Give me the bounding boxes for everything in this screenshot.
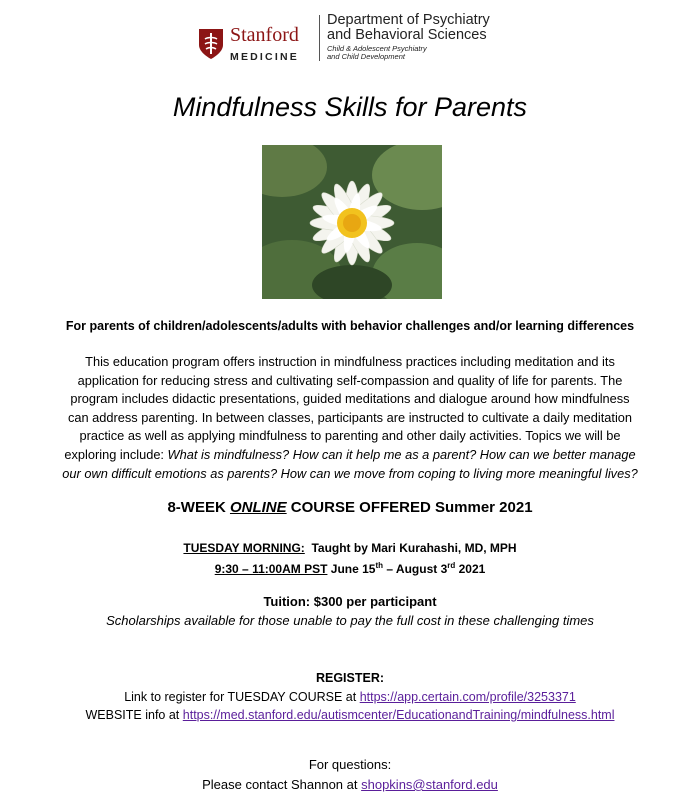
dept-line-2: and Behavioral Sciences xyxy=(327,27,487,43)
schedule-line-2 xyxy=(0,557,700,578)
wordmark-medicine: MEDICINE xyxy=(230,51,299,63)
stanford-shield-logo-icon xyxy=(197,27,225,61)
schedule-line-1 xyxy=(0,540,700,557)
stanford-wordmark xyxy=(230,25,299,67)
schedule-day: TUESDAY MORNING: xyxy=(183,541,305,555)
page-title: Mindfulness Skills for Parents xyxy=(172,92,528,122)
schedule-teacher: Taught by Mari Kurahashi, MD, MPH xyxy=(304,541,517,555)
schedule-date-start: June 15 xyxy=(327,562,376,576)
register-link[interactable]: https://app.certain.com/profile/3253371 xyxy=(359,690,576,704)
schedule xyxy=(0,540,700,578)
register-link-prefix: Link to register for TUESDAY COURSE at xyxy=(124,690,360,704)
register-link-line xyxy=(0,688,700,706)
description-line: application for reducing stress and cultivating self-compassion and quality of life for parents. The xyxy=(77,372,623,388)
course-prefix: 8-WEEK xyxy=(167,499,230,516)
course-online: ONLINE xyxy=(229,499,287,516)
date-end-suffix: rd xyxy=(447,561,456,570)
water-lily-photo xyxy=(262,145,442,299)
stanford-medicine-header xyxy=(197,13,517,63)
schedule-time: 9:30 – 11:00AM PST xyxy=(214,562,328,576)
date-start-suffix: th xyxy=(375,561,384,570)
description-line: This education program offers instruction in mindfulness practices including meditation and its xyxy=(85,354,615,369)
topics-questions: What is mindfulness? How can it help me as a parent? How can we better manage xyxy=(167,446,636,462)
questions-heading: For questions: xyxy=(308,757,392,772)
course-offered-heading xyxy=(0,499,700,516)
dept-line-4: and Child Development xyxy=(327,52,405,61)
schedule-year: 2021 xyxy=(455,562,486,576)
scholarship-note: Scholarships available for those unable to pay the full cost in these challenging times xyxy=(106,613,594,628)
website-line xyxy=(0,706,700,724)
register-info xyxy=(0,688,700,724)
dept-line-3: Child & Adolescent Psychiatry xyxy=(327,44,427,53)
schedule-date-mid: – August 3 xyxy=(383,562,448,576)
department-name xyxy=(327,13,490,61)
audience-statement: For parents of children/adolescents/adults with behavior challenges and/or learning differences xyxy=(65,319,635,333)
description-line xyxy=(0,465,700,484)
description-line: program includes didactic presentations, guided meditations and dialogue around how mindfulness xyxy=(70,391,630,407)
register-heading: REGISTER: xyxy=(315,671,385,685)
topics-questions-cont: our own difficult emotions as parents? How can we move from coping to living more meaningful lives? xyxy=(62,465,638,481)
contact-line xyxy=(0,777,700,792)
header-divider xyxy=(319,15,320,61)
contact-email-link[interactable]: shopkins@stanford.edu xyxy=(361,777,498,792)
description-line xyxy=(0,446,700,465)
course-suffix: COURSE OFFERED Summer 2021 xyxy=(286,499,533,516)
description-line: practice as well as applying mindfulness to parenting and other daily activities. Topics we will be xyxy=(79,428,621,444)
wordmark-stanford: Stanford xyxy=(230,24,299,46)
contact-prefix: Please contact Shannon at xyxy=(202,777,362,792)
program-description xyxy=(0,353,700,483)
description-line: can address parenting. In between classes, participants are instructed to cultivate a daily meditation xyxy=(67,409,633,425)
website-link[interactable]: https://med.stanford.edu/autismcenter/EducationandTraining/mindfulness.html xyxy=(182,708,615,722)
topics-prefix: exploring include: xyxy=(64,446,168,462)
tuition: Tuition: $300 per participant xyxy=(263,594,437,609)
website-prefix: WEBSITE info at xyxy=(85,708,183,722)
dept-line-1: Department of Psychiatry xyxy=(327,12,490,28)
